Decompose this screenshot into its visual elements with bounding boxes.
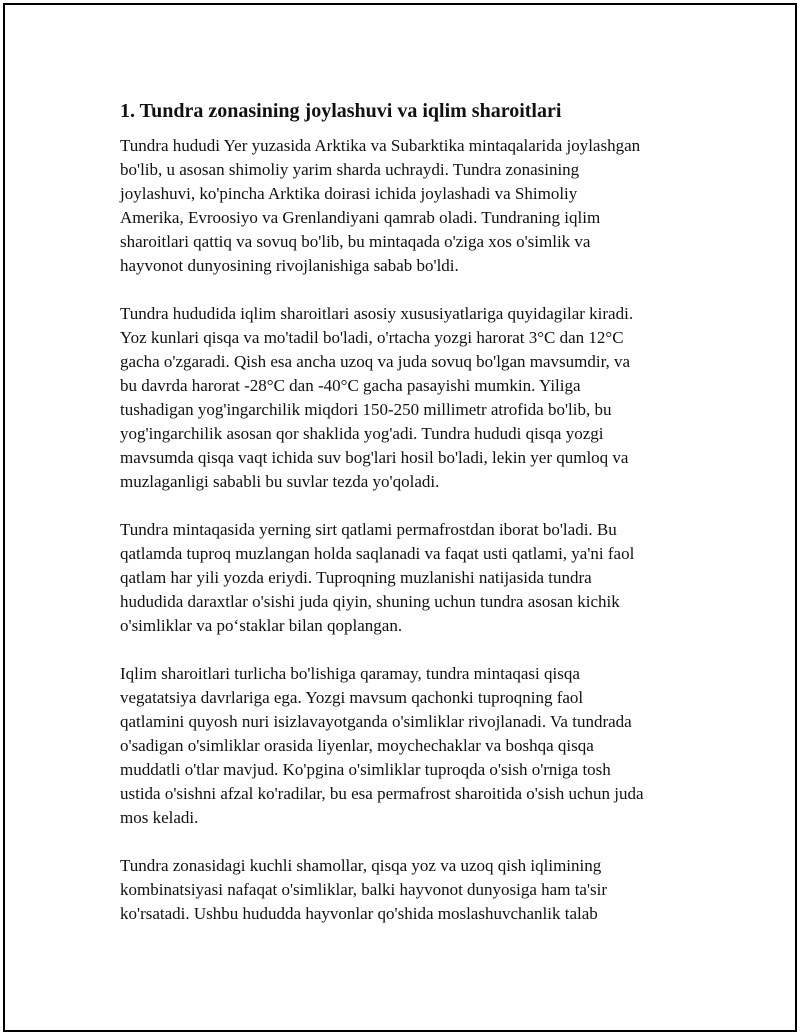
text-line: mos keladi. xyxy=(120,808,199,827)
text-line: Amerika, Evroosiyo va Grenlandiyani qamrab oladi. Tundraning iqlim xyxy=(120,208,601,227)
text-line: tushadigan yog'ingarchilik miqdori 150-250 millimetr atrofida bo'lib, bu xyxy=(120,400,612,419)
text-line: kombinatsiyasi nafaqat o'simliklar, balki hayvonot dunyosiga ham ta'sir xyxy=(120,880,608,899)
text-line: qatlam har yili yozda eriydi. Tuproqning muzlanishi natijasida tundra xyxy=(120,568,592,587)
text-line: sharoitlari qattiq va sovuq bo'lib, bu mintaqada o'ziga xos o'simlik va xyxy=(120,232,591,251)
text-line: muddatli o'tlar mavjud. Ko'pgina o'simliklar tuproqda o'sish o'rniga tosh xyxy=(120,760,611,779)
text-line: joylashuvi, ko'pincha Arktika doirasi ichida joylashadi va Shimoliy xyxy=(120,184,578,203)
text-line: yog'ingarchilik asosan qor shaklida yog'adi. Tundra hududi qisqa yozgi xyxy=(120,424,604,443)
text-line: hayvonot dunyosining rivojlanishiga sabab bo'ldi. xyxy=(120,256,459,275)
text-line: ko'rsatadi. Ushbu hududda hayvonlar qo'shida moslashuvchanlik talab xyxy=(120,904,598,923)
text-line: Tundra zonasidagi kuchli shamollar, qisqa yoz va uzoq qish iqlimining xyxy=(120,856,602,875)
text-line: Iqlim sharoitlari turlicha bo'lishiga qaramay, tundra mintaqasi qisqa xyxy=(120,664,580,683)
text-line: Tundra hududida iqlim sharoitlari asosiy xususiyatlariga quyidagilar kiradi. xyxy=(120,304,634,323)
text-line: qatlamda tuproq muzlangan holda saqlanadi va faqat usti qatlami, ya'ni faol xyxy=(120,544,635,563)
paragraph-climate xyxy=(120,302,705,494)
text-line: qatlamini quyosh nuri isizlavayotganda o'simliklar rivojlanadi. Va tundrada xyxy=(120,712,632,731)
text-line: o'sadigan o'simliklar orasida liyenlar, moychechaklar va boshqa qisqa xyxy=(120,736,594,755)
text-line: bu davrda harorat -28°C dan -40°C gacha pasayishi mumkin. Yiliga xyxy=(120,376,581,395)
text-line: Yoz kunlari qisqa va mo'tadil bo'ladi, o'rtacha yozgi harorat 3°C dan 12°C xyxy=(120,328,624,347)
text-line: Tundra mintaqasida yerning sirt qatlami permafrostdan iborat bo'ladi. Bu xyxy=(120,520,617,539)
text-line: bo'lib, u asosan shimoliy yarim sharda uchraydi. Tundra zonasining xyxy=(120,160,580,179)
text-line: mavsumda qisqa vaqt ichida suv bog'lari hosil bo'ladi, lekin yer qumloq va xyxy=(120,448,629,467)
text-line: vegatatsiya davrlariga ega. Yozgi mavsum qachonki tuproqning faol xyxy=(120,688,584,707)
paragraph-vegetation xyxy=(120,662,705,830)
text-line: hududida daraxtlar o'sishi juda qiyin, shuning uchun tundra asosan kichik xyxy=(120,592,620,611)
text-line: o'simliklar va po‘staklar bilan qoplangan. xyxy=(120,616,403,635)
text-line: Tundra hududi Yer yuzasida Arktika va Subarktika mintaqalarida joylashgan xyxy=(120,136,641,155)
document-body xyxy=(120,97,705,950)
paragraph-permafrost xyxy=(120,518,705,638)
text-line: ustida o'sishni afzal ko'radilar, bu esa permafrost sharoitida o'sish uchun juda xyxy=(120,784,644,803)
text-line: muzlaganligi sababli bu suvlar tezda yo'qoladi. xyxy=(120,472,440,491)
section-heading: 1. Tundra zonasining joylashuvi va iqlim sharoitlari xyxy=(120,100,562,122)
text-line: gacha o'zgaradi. Qish esa ancha uzoq va juda sovuq bo'lgan mavsumdir, va xyxy=(120,352,631,371)
paragraph-winds xyxy=(120,854,705,926)
paragraph-location xyxy=(120,134,705,278)
page-frame xyxy=(3,3,797,1032)
